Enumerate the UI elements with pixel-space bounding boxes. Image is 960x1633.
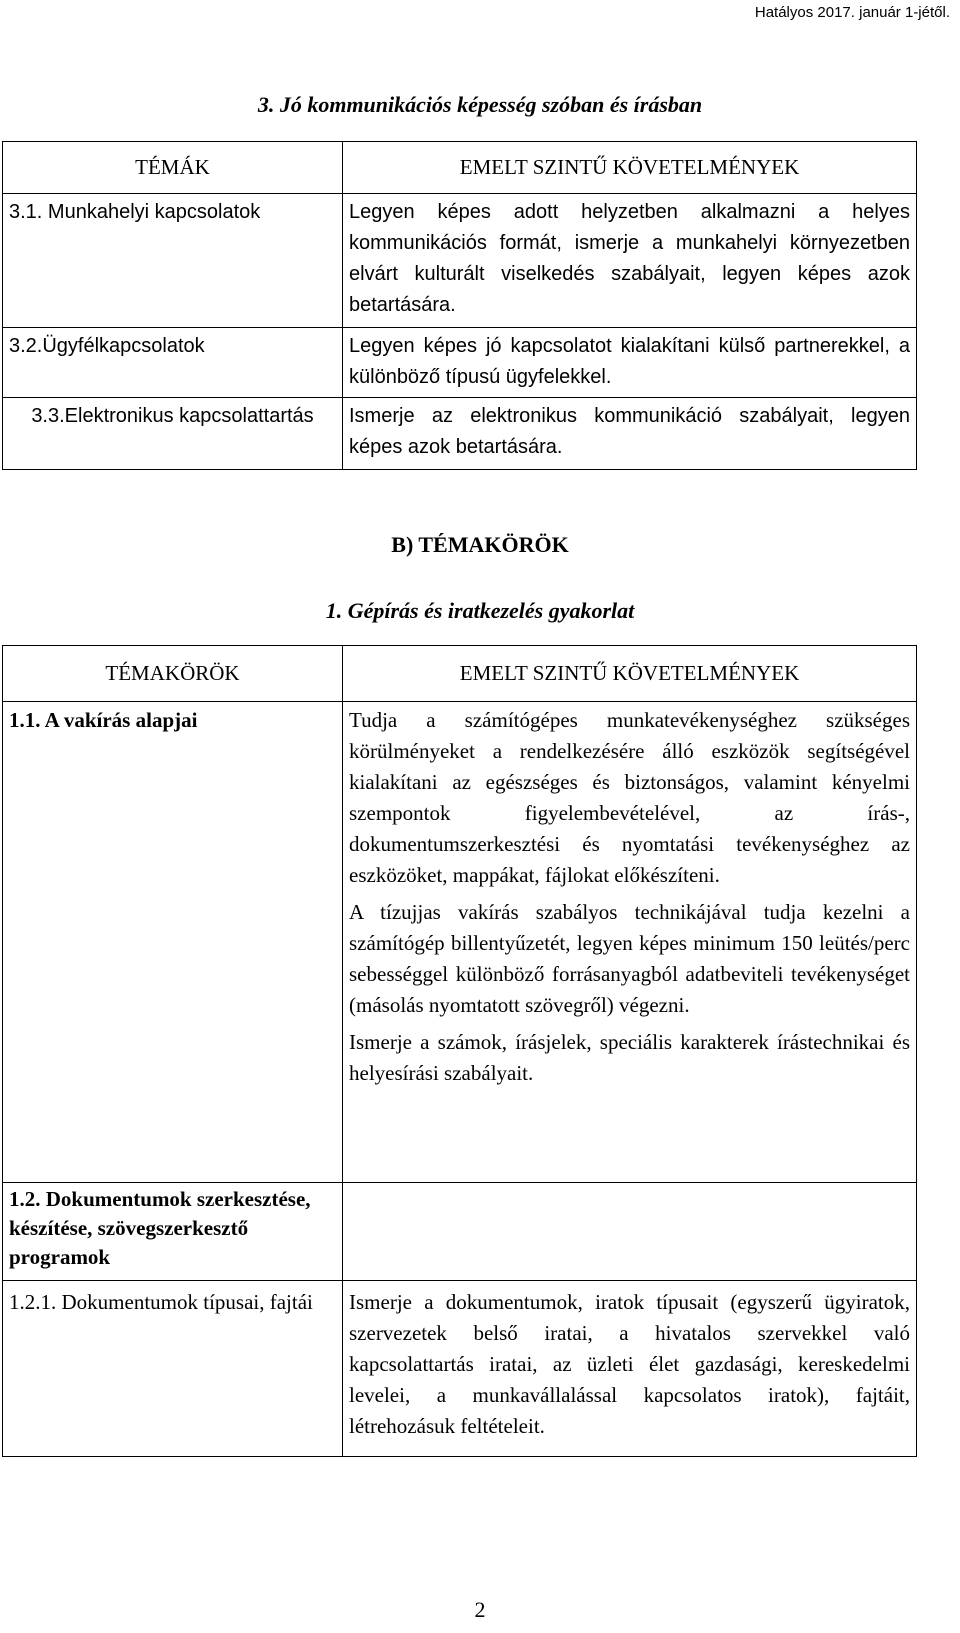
requirement-cell: Ismerje az elektronikus kommunikáció szabályait, legyen képes azok betartására. xyxy=(343,398,917,470)
column-header-topics: TÉMÁK xyxy=(3,142,343,194)
effective-date-header: Hatályos 2017. január 1-jétől. xyxy=(754,4,950,21)
table-row xyxy=(3,328,917,398)
topic-cell: 3.2.Ügyfélkapcsolatok xyxy=(3,328,343,398)
page-number: 2 xyxy=(474,1597,486,1622)
requirement-cell xyxy=(343,702,917,1183)
part-b-subtitle: 1. Gépírás és iratkezelés gyakorlat xyxy=(325,598,635,623)
topic-cell: 1.2.1. Dokumentumok típusai, fajtái xyxy=(3,1281,343,1457)
part-b-title: B) TÉMAKÖRÖK xyxy=(391,532,569,557)
topic-cell: 3.3.Elektronikus kapcsolattartás xyxy=(3,398,343,470)
requirement-cell xyxy=(343,1183,917,1281)
column-header-requirements: EMELT SZINTŰ KÖVETELMÉNYEK xyxy=(343,142,917,194)
requirement-paragraph: A tízujjas vakírás szabályos technikájával tudja kezelni a számítógép billentyűzetét, legyen képes minimum 150 leütés/perc sebességgel különböző forrásanyagból adatbeviteli tevékenységet (másolás nyomtatott szövegről) végezni. xyxy=(349,900,910,1017)
column-header-topics: TÉMAKÖRÖK xyxy=(3,646,343,702)
requirement-paragraph: Tudja a számítógépes munkatevékenységhez szükséges körülményeket a rendelkezésére álló eszközök segítségével kialakítani az egészséges és biztonságos, valamint kényelmi szempontok figyelembevételével, az írás-, dokumentumszerkesztési és nyomtatási tevékenységhez az eszközöket, mappákat, fájlokat előkészíteni. xyxy=(349,708,910,887)
part-b-table xyxy=(2,645,917,1457)
column-header-requirements: EMELT SZINTŰ KÖVETELMÉNYEK xyxy=(343,646,917,702)
table-row xyxy=(3,398,917,470)
requirement-cell: Legyen képes jó kapcsolatot kialakítani külső partnerekkel, a különböző típusú ügyfelekkel. xyxy=(343,328,917,398)
table-header-row xyxy=(3,142,917,194)
table-header-row xyxy=(3,646,917,702)
topic-cell: 1.2. Dokumentumok szerkesztése, készítése, szövegszerkesztő programok xyxy=(3,1183,343,1281)
requirement-paragraph: Ismerje a számok, írásjelek, speciális karakterek írástechnikai és helyesírási szabályait. xyxy=(349,1030,910,1085)
topic-cell: 3.1. Munkahelyi kapcsolatok xyxy=(3,194,343,328)
section-3-title: 3. Jó kommunikációs képesség szóban és írásban xyxy=(257,92,703,117)
topic-cell: 1.1. A vakírás alapjai xyxy=(3,702,343,1183)
table-row xyxy=(3,702,917,1183)
table-row xyxy=(3,1281,917,1457)
section-3-table xyxy=(2,141,917,470)
requirement-cell: Ismerje a dokumentumok, iratok típusait (egyszerű ügyiratok, szervezetek belső iratai, a hivatalos szervekkel való kapcsolattartás iratai, az üzleti élet gazdasági, kereskedelmi levelei, a munkavállalással kapcsolatos iratok), fajtáit, létrehozásuk feltételeit. xyxy=(343,1281,917,1457)
table-row xyxy=(3,1183,917,1281)
requirement-cell: Legyen képes adott helyzetben alkalmazni a helyes kommunikációs formát, ismerje a munkahelyi környezetben elvárt kulturált viselkedés szabályait, legyen képes azok betartására. xyxy=(343,194,917,328)
table-row xyxy=(3,194,917,328)
